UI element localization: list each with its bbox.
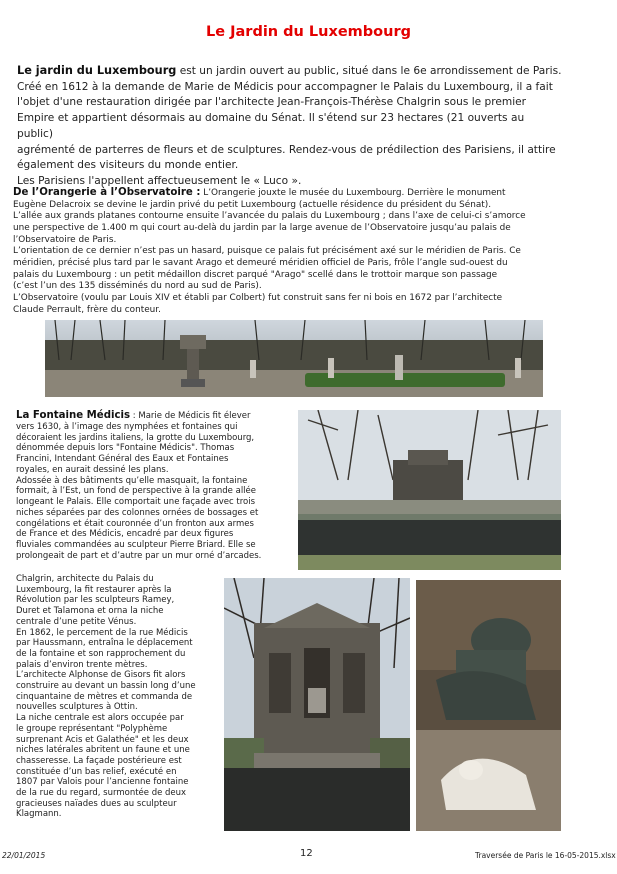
intro-line: Empire et appartient désormais au domaine du Sénat. Il s'étend sur 23 hectares (21 ouverts au public) (17, 112, 525, 140)
medicis-line: formait, à l’Est, un fond de perspective à la grande allée (16, 486, 257, 497)
chalgrin-line: de la fontaine et son rapprochement du (16, 648, 186, 659)
medicis-line: niches séparées par des colonnes ornées de bossages et (16, 507, 259, 518)
chalgrin-line: constituée d’un bas relief, exécuté en (16, 766, 177, 777)
intro-line: Les Parisiens l'appellent affectueusement le « Luco ». (17, 174, 302, 187)
chalgrin-section (16, 574, 219, 820)
medicis-line: : Marie de Médicis fit élever (130, 411, 251, 421)
orangerie-line: méridien, précisé plus tard par le savant Arago et demeuré méridien officiel de Paris, frôle l’angle sud-ouest du (13, 257, 508, 268)
medicis-line: longeant le Palais. Elle comportait une façade avec trois (16, 497, 256, 507)
chalgrin-line: Chalgrin, architecte du Palais du (16, 574, 154, 584)
chalgrin-line: niches latérales abritent un faune et une (16, 745, 190, 756)
chalgrin-line: En 1862, le percement de la rue Médicis (16, 627, 188, 638)
chalgrin-line: La niche centrale est alors occupée par (16, 713, 184, 724)
chalgrin-line: de la rue du regard, surmontée de deux (16, 788, 187, 799)
orangerie-line: L’allée aux grands platanes contourne ensuite l’avancée du palais du Luxembourg ; dans l’axe de celui-ci s’amorce (13, 211, 526, 222)
medicis-line: Adossée à des bâtiments qu’elle masquait, la fontaine (16, 475, 248, 486)
footer-date: 22/01/2015 (2, 851, 46, 860)
page-title: Le Jardin du Luxembourg (206, 24, 411, 40)
medicis-line: fluviales commandées au sculpteur Pierre Briard. Elle se (16, 540, 256, 550)
chalgrin-line: palais d’environ trente mètres. (16, 659, 148, 670)
intro-line: également des visiteurs du monde entier. (17, 159, 239, 172)
medicis-line: dénommée depuis lors "Fontaine Médicis". Thomas (16, 443, 235, 454)
footer-filename: Traversée de Paris le 16-05-2015.xlsx (475, 851, 616, 860)
orangerie-heading: De l’Orangerie à l’Observatoire : (13, 187, 201, 198)
chalgrin-line: chasseresse. La façade postérieure est (16, 755, 182, 766)
orangerie-line: une perspective de 1.400 m qui court au-delà du jardin par la large avenue de l’Observatoire jusqu’au palais de (13, 222, 511, 233)
intro-line: Créé en 1612 à la demande de Marie de Médicis pour accompagner le Palais du Luxembourg, il a fait (17, 80, 553, 93)
orangerie-line: L’Orangerie jouxte le musée du Luxembourg. Derrière le monument (200, 188, 506, 198)
chalgrin-line: le groupe représentant "Polyphème (16, 723, 168, 734)
intro-line: agrémenté de parterres de fleurs et de sculptures. Rendez-vous de prédilection des Parisiens, il attire (17, 143, 556, 156)
chalgrin-line: nouvelles sculptures à Ottin. (16, 702, 138, 713)
fountain-facade-photo (224, 578, 410, 831)
medicis-line: Francini, Intendant Général des Eaux et Fontaines (16, 454, 229, 464)
intro-line: est un jardin ouvert au public, situé dans le 6e arrondissement de Paris. (176, 65, 562, 77)
medicis-line: vers 1630, à l’image des nymphées et fontaines qui (16, 421, 238, 432)
page-number: 12 (300, 848, 313, 859)
orangerie-line: Claude Perrault, frère du conteur. (13, 304, 161, 315)
chalgrin-line: Révolution par les sculpteurs Ramey, (16, 595, 175, 606)
chalgrin-line: 1807 par Valois pour l’ancienne fontaine (16, 777, 189, 788)
medicis-line: décoraient les jardins italiens, la grotte du Luxembourg, (16, 432, 255, 443)
chalgrin-line: construire au devant un bassin long d’une (16, 681, 196, 692)
medicis-line: de France et des Médicis, encadré par deux figures (16, 529, 234, 540)
chalgrin-line: centrale d’une petite Vénus. (16, 616, 137, 627)
medicis-heading: La Fontaine Médicis (16, 410, 131, 421)
medicis-line: royales, en aurait dessiné les plans. (16, 464, 169, 475)
chalgrin-line: surprenant Acis et Galathée" et les deux (16, 734, 189, 745)
garden-panorama-photo (45, 320, 543, 397)
orangerie-line: (c’est l’un des 135 disséminés du nord au sud de Paris). (13, 281, 262, 292)
orangerie-line: L’Observatoire (voulu par Louis XIV et établi par Colbert) fut construit sans fer ni bois en 1672 par l’architecte (13, 292, 503, 303)
orangerie-line: Eugène Delacroix se devine le jardin privé du petit Luxembourg (actuelle résidence du président du Sénat). (13, 199, 492, 210)
chalgrin-line: L’architecte Alphonse de Gisors fit alors (16, 670, 186, 681)
intro-paragraph (17, 63, 562, 190)
intro-lead: Le jardin du Luxembourg (17, 64, 177, 77)
medicis-line: congélations et était couronnée d’un fronton aux armes (16, 518, 254, 529)
intro-line: l'objet d'une restauration dirigée par l'architecte Jean-François-Thérèse Chalgrin sous le premier (17, 96, 527, 109)
medicis-line: prolongeait de part et d’autre par un mur orné d’arcades. (16, 550, 262, 561)
chalgrin-line: gracieuses naïades dues au sculpteur (16, 798, 177, 809)
polyphemus-sculpture-photo (416, 580, 561, 831)
chalgrin-line: cinquantaine de mètres et commanda de (16, 691, 193, 702)
chalgrin-line: Klagmann. (16, 809, 62, 820)
orangerie-section (13, 187, 608, 316)
orangerie-line: L’orientation de ce dernier n’est pas un hasard, puisque ce palais fut précisément axé sur le méridien de Paris. Ce (13, 246, 521, 257)
orangerie-line: l’Observatoire de Paris. (13, 234, 117, 245)
fountain-basin-photo (298, 410, 561, 570)
chalgrin-line: Duret et Talamona et orna la niche (16, 606, 164, 617)
chalgrin-line: par Haussmann, entraîna le déplacement (16, 638, 193, 649)
orangerie-line: palais du Luxembourg : un petit médaillon discret parqué "Arago" scellé dans le trottoir marque son passage (13, 269, 498, 280)
fontaine-medicis-section (16, 411, 292, 562)
chalgrin-line: Luxembourg, la fit restaurer après la (16, 584, 172, 595)
